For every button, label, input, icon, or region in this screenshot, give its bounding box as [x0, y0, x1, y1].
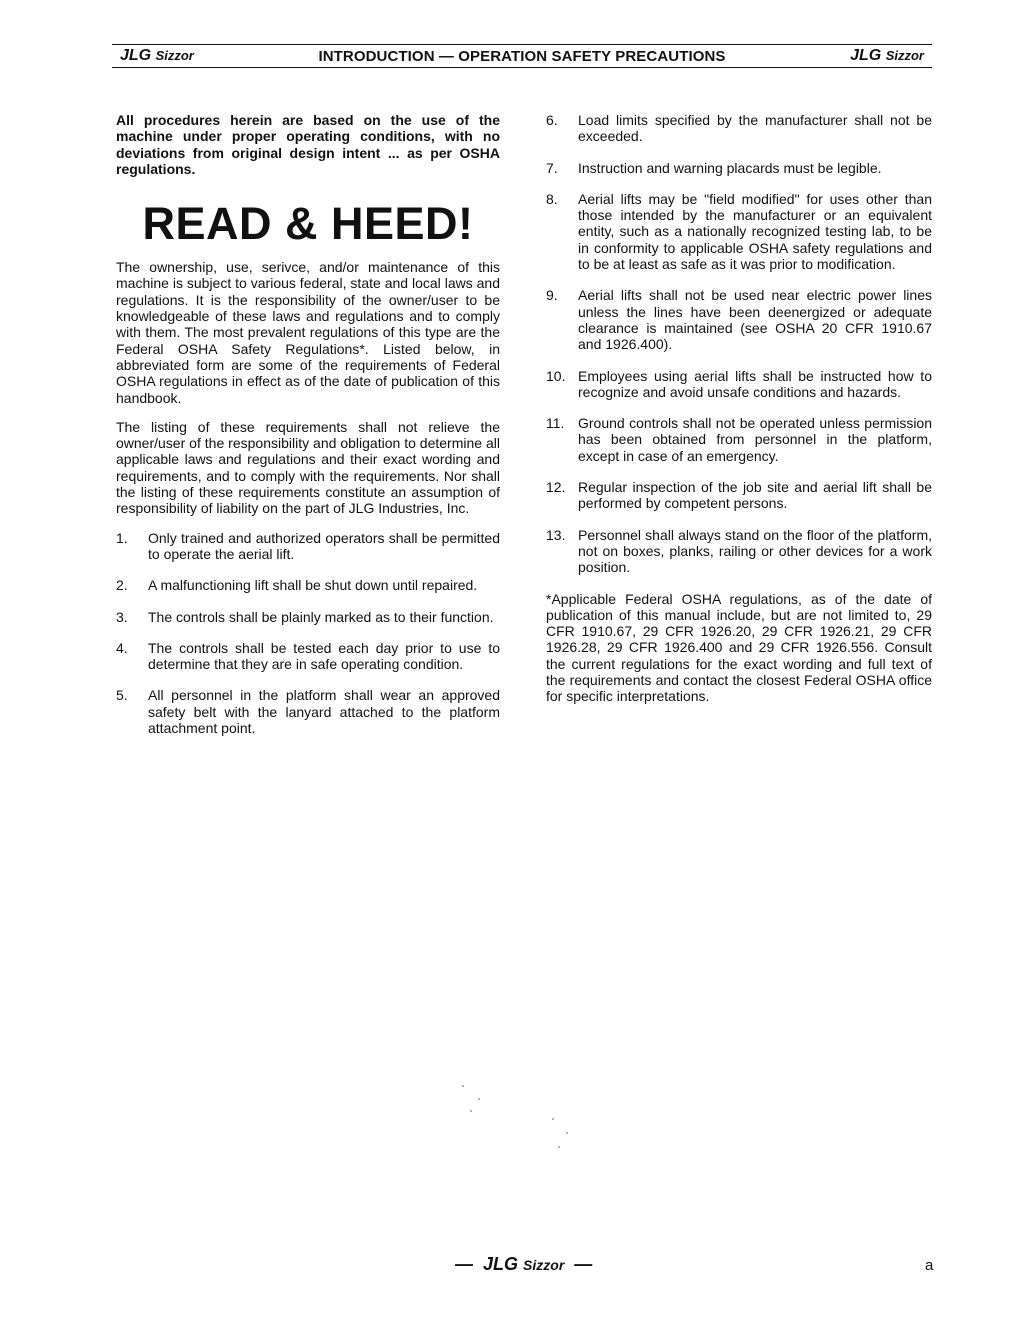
scan-speck [552, 1118, 554, 1120]
header-brand-left: JLG Sizzor [120, 47, 194, 64]
requirements-list-right [546, 112, 932, 576]
list-item: 1. Only trained and authorized operators shall be permitted to operate the aerial lift. [116, 529, 500, 562]
list-item: 8. Aerial lifts may be "field modified" for uses other than those intended by the manufacturer or an equivalent entity, such as a nationally recognized testing lab, to be in conformity to applicable OSHA safety regulations and to be at least as safe as it was prior to modification. [546, 190, 932, 273]
list-item: 7. Instruction and warning placards must be legible. [546, 159, 882, 176]
read-heed-heading: READ & HEED! [142, 198, 474, 250]
page-header [112, 44, 932, 68]
intro-statement: All procedures herein are based on the use of the machine under proper operating conditions, with no deviations from original design intent ... as per OSHA regulations. [116, 112, 500, 177]
osha-footnote: *Applicable Federal OSHA regulations, as of the date of publication of this manual include, but are not limited to, 29 CFR 1910.67, 29 CFR 1926.20, 29 CFR 1926.21, 29 CFR 1926.28, 29 CFR 1926.400 and 29 CFR 1926.556. Consult the current regulations for the exact wording and full text of the requirements and contact the closest Federal OSHA office for specific interpretations. [546, 590, 932, 705]
scan-speck [558, 1146, 560, 1148]
page-footer: — JLG Sizzor — [455, 1254, 593, 1274]
header-brand-right: JLG Sizzor [850, 47, 924, 64]
list-item: 3. The controls shall be plainly marked as to their function. [116, 608, 494, 625]
requirements-list-left [116, 530, 500, 737]
section-title: INTRODUCTION — OPERATION SAFETY PRECAUTIONS [318, 47, 726, 65]
list-item: 10. Employees using aerial lifts shall be instructed how to recognize and avoid unsafe conditions and hazards. [546, 367, 932, 400]
scan-speck [462, 1085, 464, 1087]
scan-speck [470, 1110, 472, 1112]
list-item: 13. Personnel shall always stand on the floor of the platform, not on boxes, planks, railing or other devices for a work position. [546, 526, 932, 576]
disclaimer-paragraph: The listing of these requirements shall not relieve the owner/user of the responsibility and obligation to determine all applicable laws and regulations and their exact wording and requirements, and to comply with the requirements. Nor shall the listing of these requirements constitute an assumption of responsibility of liability on the part of JLG Industries, Inc. [116, 418, 500, 517]
scan-speck [566, 1132, 568, 1134]
left-column [116, 112, 500, 751]
scan-speck [478, 1098, 480, 1100]
list-item: 4. The controls shall be tested each day prior to use to determine that they are in safe operating condition. [116, 639, 500, 673]
list-item: 12. Regular inspection of the job site and aerial lift shall be performed by competent persons. [546, 479, 932, 512]
page-number: a [925, 1257, 934, 1274]
list-item: 6. Load limits specified by the manufacturer shall not be exceeded. [546, 112, 932, 145]
list-item: 9. Aerial lifts shall not be used near electric power lines unless the lines have been deenergized or adequate clearance is maintained (see OSHA 20 CFR 1910.67 and 1926.400). [546, 287, 932, 353]
ownership-paragraph: The ownership, use, serivce, and/or maintenance of this machine is subject to various federal, state and local laws and regulations. It is the responsibility of the owner/user to be knowledgeable of these laws and regulations and to comply with them. The most prevalent regulations of this type are the Federal OSHA Safety Regulations*. Listed below, in abbreviated form are some of the requirements of Federal OSHA regulations in effect as of the date of publication of this handbook. [116, 259, 500, 406]
list-item: 5. All personnel in the platform shall wear an approved safety belt with the lanyard attached to the platform attachment point. [116, 687, 500, 737]
list-item: 11. Ground controls shall not be operated unless permission has been obtained from personnel in the platform, except in case of an emergency. [546, 415, 932, 464]
right-column [546, 112, 932, 719]
list-item: 2. A malfunctioning lift shall be shut down until repaired. [116, 577, 478, 594]
